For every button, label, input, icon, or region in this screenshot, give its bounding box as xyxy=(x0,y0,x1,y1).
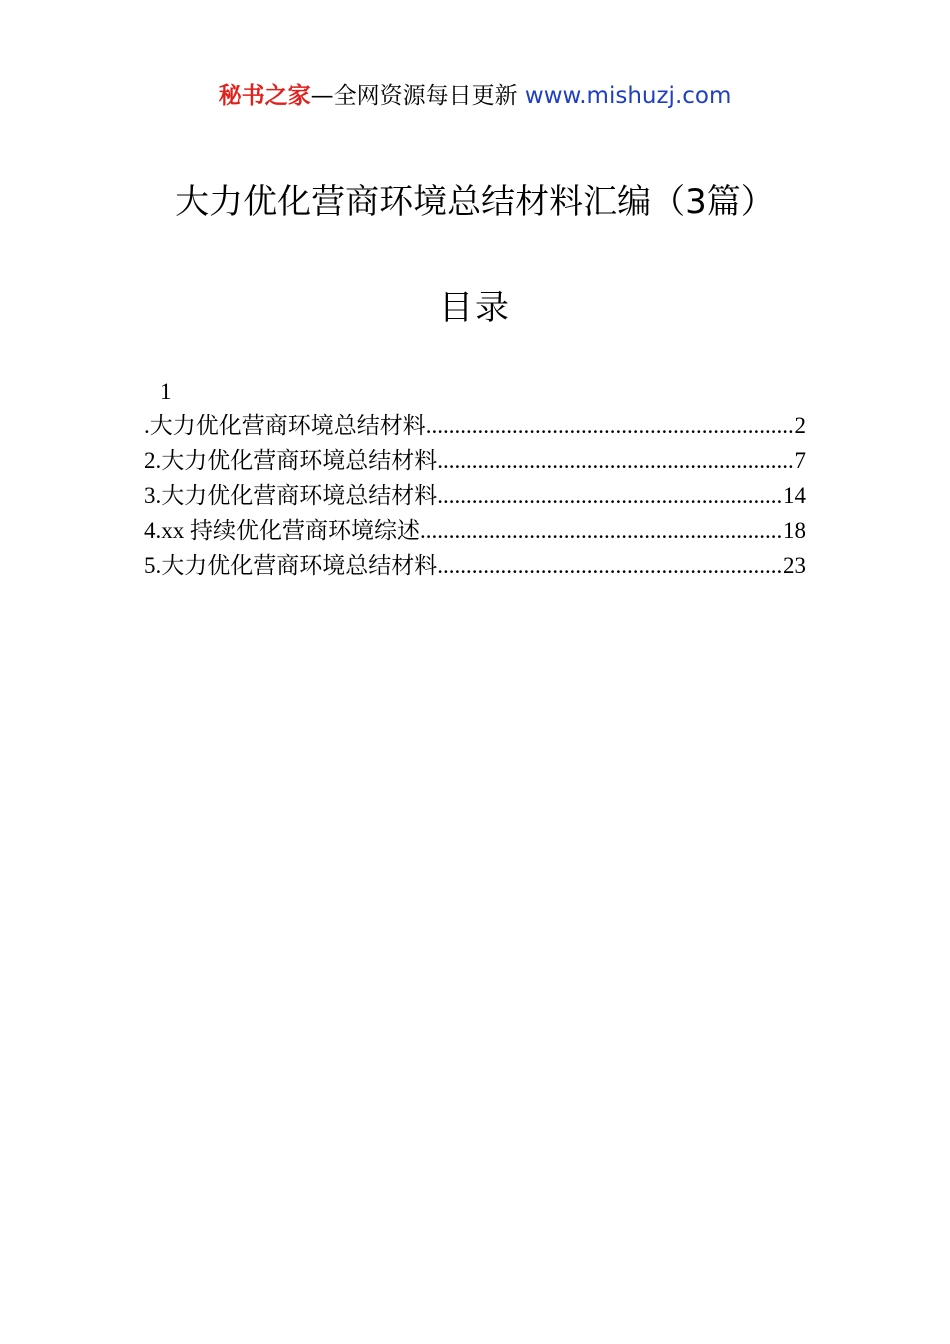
table-of-contents xyxy=(144,376,806,583)
toc-leader-dots xyxy=(420,513,783,548)
toc-entry-page: 7 xyxy=(794,448,806,473)
toc-entry[interactable] xyxy=(144,478,806,513)
toc-leader-dots xyxy=(437,548,783,583)
toc-entry-page: 14 xyxy=(783,483,806,508)
toc-entry-label: .大力优化营商环境总结材料 xyxy=(144,413,426,438)
toc-entry-page: 2 xyxy=(794,413,806,438)
toc-entry[interactable] xyxy=(144,408,806,443)
toc-entry-label: 2.大力优化营商环境总结材料 xyxy=(144,448,438,473)
toc-leader-dots xyxy=(426,408,795,443)
toc-first-number: 1 xyxy=(160,379,172,404)
toc-entry[interactable] xyxy=(144,548,806,583)
toc-entry-label: 4.xx 持续优化营商环境综述 xyxy=(144,518,420,543)
site-slogan: —全网资源每日更新 xyxy=(310,83,518,109)
site-header xyxy=(0,80,950,112)
toc-entry-page: 18 xyxy=(783,518,806,543)
toc-entry-label: 5.大力优化营商环境总结材料 xyxy=(144,553,438,578)
toc-entry-page: 23 xyxy=(783,553,806,578)
toc-entry[interactable] xyxy=(144,513,806,548)
toc-entry[interactable] xyxy=(144,443,806,478)
site-brand: 秘书之家 xyxy=(218,83,311,109)
site-url-link[interactable]: www.mishuzj.com xyxy=(524,83,732,109)
toc-leader-dots xyxy=(437,443,794,478)
toc-heading: 目录 xyxy=(439,288,511,328)
toc-leader-dots xyxy=(437,478,783,513)
document-title: 大力优化营商环境总结材料汇编（3篇） xyxy=(175,182,775,222)
toc-entry-label: 3.大力优化营商环境总结材料 xyxy=(144,483,438,508)
